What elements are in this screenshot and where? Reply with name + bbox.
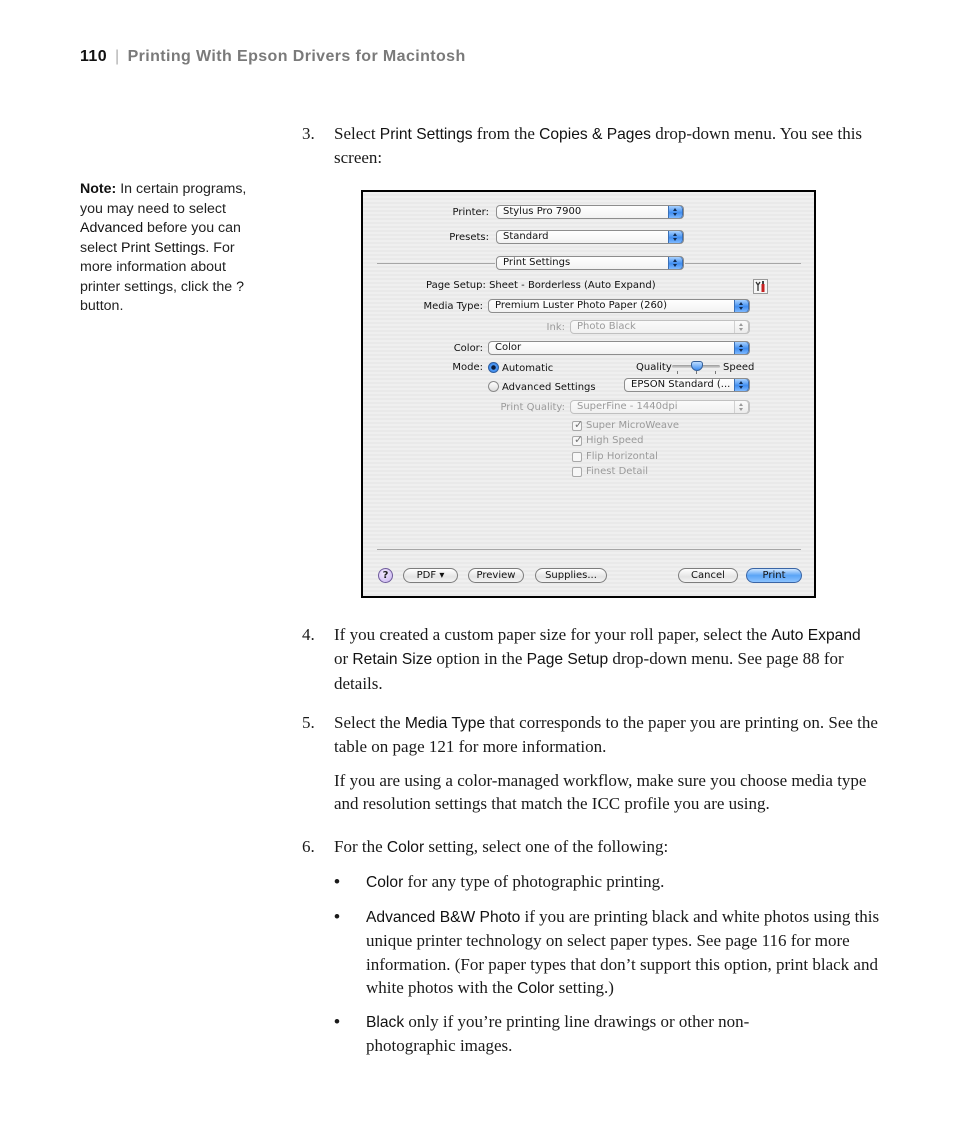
finest-detail-checkbox[interactable] (572, 467, 582, 477)
popup-arrows-icon (668, 230, 683, 244)
text: drop-down menu. You see this screen: (334, 124, 863, 168)
note-keyword-advanced: Advanced (80, 220, 144, 236)
step-text (334, 122, 879, 170)
header-separator: | (115, 48, 120, 65)
popup-arrows-icon (734, 378, 749, 392)
text: drop-down menu. See page 88 for details. (334, 649, 844, 693)
step-number: 4. (302, 625, 315, 644)
text: If you created a custom paper size for your roll paper, select the (334, 625, 772, 644)
step-text (334, 623, 879, 695)
keyword: Color (517, 979, 555, 997)
popup-arrows-icon (734, 400, 749, 414)
note-keyword-print-settings: Print Settings (121, 239, 206, 256)
popup-arrows-icon (734, 299, 749, 313)
presets-popup[interactable] (496, 230, 684, 244)
cancel-button[interactable]: Cancel (678, 568, 738, 583)
keyword: Black (366, 1014, 405, 1031)
panel-popup[interactable] (496, 256, 684, 270)
print-quality-popup[interactable] (570, 400, 750, 414)
keyword: Media Type (404, 715, 486, 732)
print-dialog (361, 190, 816, 598)
media-type-label: Media Type: (423, 301, 483, 312)
flip-horizontal-label: Flip Horizontal (586, 451, 658, 462)
ink-popup[interactable] (570, 320, 750, 334)
high-speed-label: High Speed (586, 435, 644, 446)
ink-label: Ink: (546, 322, 565, 333)
note-text: button. (80, 298, 124, 314)
bullet-item-black (334, 1010, 879, 1060)
step-4 (302, 623, 882, 695)
step-text (334, 835, 879, 859)
ink-value: Photo Black (577, 321, 636, 332)
page-setup-label: Page Setup: (426, 280, 486, 291)
step-number: 5. (302, 713, 315, 732)
high-speed-checkbox[interactable] (572, 433, 584, 446)
text: for any type of photographic printing. (403, 872, 665, 891)
step-3 (302, 122, 882, 172)
keyword: Auto Expand (771, 627, 861, 644)
printer-popup[interactable] (496, 205, 684, 219)
slider-thumb[interactable] (691, 361, 703, 371)
popup-arrows-icon (734, 341, 749, 355)
slider-tick (715, 371, 716, 374)
super-microweave-label: Super MicroWeave (586, 420, 680, 431)
print-quality-label: Print Quality: (500, 402, 565, 413)
color-mode-value: EPSON Standard (... (631, 379, 731, 390)
bottom-divider (377, 549, 801, 550)
keyword: Advanced B&W Photo (366, 909, 521, 926)
supplies-button[interactable]: Supplies... (535, 568, 607, 583)
media-type-value: Premium Luster Photo Paper (260) (495, 300, 668, 311)
slider-quality-label: Quality (636, 362, 672, 373)
bullet-item-color (334, 870, 879, 896)
keyword: Copies & Pages (539, 126, 651, 143)
text: only if you’re printing line drawings or other non-photographic images. (366, 1012, 750, 1056)
text: For the (334, 837, 387, 856)
color-value: Color (495, 342, 522, 353)
color-mode-popup[interactable] (624, 378, 750, 392)
pdf-menu-button[interactable]: PDF ▾ (403, 568, 458, 583)
mode-advanced-radio[interactable] (488, 381, 499, 392)
divider (685, 263, 801, 264)
page-setup-row (426, 280, 656, 291)
keyword: Retain Size (352, 651, 433, 669)
check-icon: ✓ (574, 433, 584, 446)
keyword: Color (386, 839, 425, 856)
page-setup-value: Sheet - Borderless (Auto Expand) (489, 280, 656, 291)
text: setting, select one of the following: (424, 837, 669, 856)
text: if you are printing black and white photos using this unique printer technology on select paper types. See page 116 for more information. (For paper types that don’t support this option, print black and white photos with the (366, 907, 880, 997)
popup-arrows-icon (668, 256, 683, 270)
popup-arrows-icon (734, 320, 749, 334)
step-number: 6. (302, 837, 315, 856)
printer-label: Printer: (452, 207, 489, 218)
keyword: Color (366, 874, 404, 891)
printer-value: Stylus Pro 7900 (503, 206, 582, 217)
print-button[interactable]: Print (746, 568, 802, 583)
note-label: Note: (80, 181, 117, 197)
chapter-title: Printing With Epson Drivers for Macintosh (127, 48, 466, 65)
mode-advanced-label: Advanced Settings (502, 382, 596, 393)
bullet-item-advanced-bw (334, 905, 879, 1000)
bullet-icon: • (334, 1012, 340, 1031)
step-5 (302, 711, 882, 761)
presets-label: Presets: (449, 232, 489, 243)
page-number: 110 (80, 48, 108, 65)
bullet-icon: • (334, 907, 340, 926)
slider-speed-label: Speed (723, 362, 755, 373)
text: setting.) (554, 977, 614, 997)
flip-horizontal-checkbox[interactable] (572, 452, 582, 462)
sidebar-note (80, 180, 265, 317)
check-icon: ✓ (574, 418, 584, 431)
presets-value: Standard (503, 231, 549, 242)
media-type-popup[interactable] (488, 299, 750, 313)
running-header (80, 48, 466, 66)
super-microweave-checkbox[interactable] (572, 418, 584, 431)
slider-tick (677, 371, 678, 374)
panel-value: Print Settings (503, 257, 571, 268)
text: option in the (432, 649, 527, 669)
finest-detail-label: Finest Detail (586, 466, 649, 477)
color-popup[interactable] (488, 341, 750, 355)
print-quality-value: SuperFine - 1440dpi (577, 401, 678, 412)
note-text: before you can select (80, 220, 241, 256)
text: or (334, 649, 353, 669)
bullet-icon: • (334, 872, 340, 891)
step-text (334, 711, 879, 759)
text: from the (472, 124, 540, 143)
text: Select (334, 124, 380, 143)
keyword: Print Settings (379, 126, 473, 143)
preview-button[interactable]: Preview (468, 568, 524, 583)
help-button[interactable]: ? (378, 568, 393, 583)
step-number: 3. (302, 124, 315, 143)
text: that corresponds to the paper you are printing on. See the table on page 121 for more information. (334, 713, 878, 757)
note-text: . For more information about printer settings, click the (80, 239, 237, 295)
divider (377, 263, 495, 264)
text: Select the (334, 713, 405, 732)
mode-automatic-radio[interactable] (488, 362, 499, 373)
popup-arrows-icon (668, 205, 683, 219)
step-5-paragraph: If you are using a color-managed workflow, make sure you choose media type and resolution settings that match the ICC profile you are using. (334, 771, 867, 814)
color-label: Color: (453, 343, 483, 354)
note-keyword-help: ? (236, 278, 245, 295)
keyword: Page Setup (526, 651, 609, 669)
mode-label: Mode: (452, 362, 483, 373)
step-6 (302, 835, 882, 861)
mode-automatic-label: Automatic (502, 363, 554, 374)
note-text: In certain programs, you may need to select (80, 181, 247, 217)
printer-utility-icon[interactable] (753, 279, 768, 294)
slider-tick (696, 371, 697, 374)
